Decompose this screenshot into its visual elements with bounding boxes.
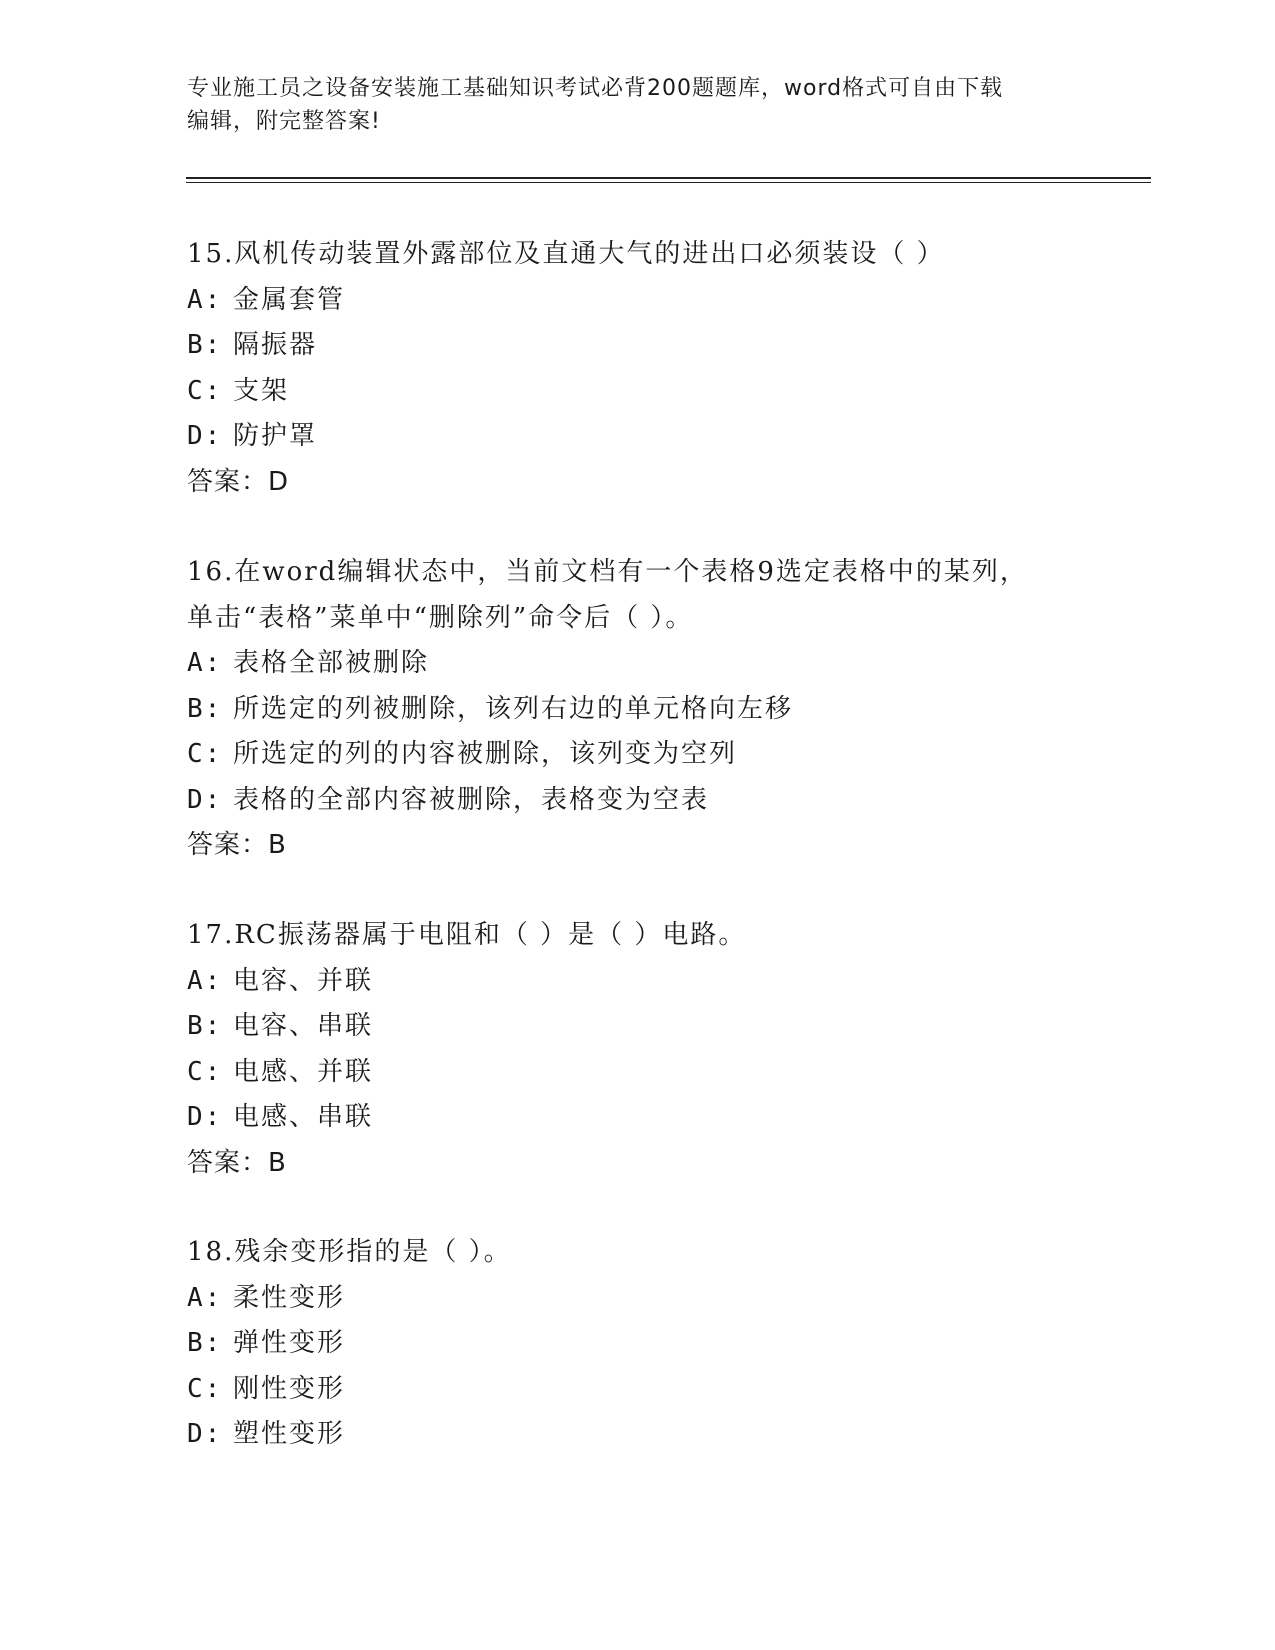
option-text: 所选定的列被删除，该列右边的单元格向左移: [233, 693, 794, 724]
option-letter: B:: [187, 1011, 223, 1041]
option-b: [187, 323, 1087, 369]
option-letter: A:: [187, 284, 223, 315]
question-stem: 15.风机传动装置外露部位及直通大气的进出口必须装设（ ）: [187, 239, 945, 269]
question-16: [187, 550, 1087, 869]
answer-line: 答案：B: [187, 830, 287, 860]
option-letter: A:: [187, 965, 223, 996]
option-text: 支架: [233, 375, 290, 406]
option-text: 电感、串联: [233, 1102, 374, 1132]
option-text: 柔性变形: [233, 1282, 346, 1313]
question-15: [187, 232, 1087, 505]
option-d: [187, 778, 1087, 824]
option-d: [187, 1095, 1087, 1141]
option-b: [187, 1004, 1087, 1050]
option-c: [187, 1367, 1087, 1413]
option-letter: A:: [187, 648, 223, 678]
option-letter: C:: [187, 1056, 223, 1087]
option-text: 金属套管: [233, 284, 346, 315]
option-letter: B:: [187, 1328, 223, 1358]
option-letter: D:: [187, 784, 223, 815]
option-text: 防护罩: [233, 421, 318, 451]
option-text: 表格全部被删除: [233, 648, 430, 678]
option-letter: D:: [187, 421, 223, 451]
option-text: 表格的全部内容被删除，表格变为空表: [233, 784, 710, 815]
option-d: [187, 414, 1087, 460]
option-letter: C:: [187, 739, 223, 769]
answer-line: 答案：B: [187, 1147, 287, 1178]
option-letter: D:: [187, 1419, 223, 1449]
option-a: [187, 1276, 1087, 1322]
question-17: [187, 913, 1087, 1186]
option-a: [187, 641, 1087, 687]
option-a: [187, 278, 1087, 324]
option-c: [187, 732, 1087, 778]
option-text: 电容、串联: [233, 1011, 374, 1041]
option-text: 电容、并联: [233, 965, 374, 996]
question-stem: 16.在word编辑状态中，当前文档有一个表格9选定表格中的某列，: [187, 557, 1028, 587]
option-letter: D:: [187, 1102, 223, 1132]
option-b: [187, 1321, 1087, 1367]
header-line-1: 专业施工员之设备安装施工基础知识考试必背200题题库，word格式可自由下载: [187, 76, 1004, 101]
question-stem: 18.残余变形指的是（ ）。: [187, 1237, 512, 1267]
option-d: [187, 1412, 1087, 1458]
option-text: 隔振器: [233, 330, 318, 360]
header-divider-thin: [186, 182, 1151, 183]
option-text: 电感、并联: [233, 1056, 374, 1087]
option-letter: B:: [187, 693, 223, 724]
answer-line: 答案：D: [187, 466, 290, 497]
header-divider: [186, 177, 1151, 179]
option-text: 弹性变形: [233, 1328, 346, 1358]
option-letter: C:: [187, 375, 223, 406]
question-stem: 17.RC振荡器属于电阻和（ ）是（ ）电路。: [187, 920, 747, 950]
option-b: [187, 687, 1087, 733]
option-text: 所选定的列的内容被删除，该列变为空列: [233, 739, 738, 769]
question-18: [187, 1230, 1087, 1458]
option-text: 刚性变形: [233, 1373, 346, 1404]
document-header: [187, 72, 1087, 138]
header-line-2: 编辑，附完整答案!: [187, 109, 381, 134]
question-stem-continued: 单击“表格”菜单中“删除列”命令后（ ）。: [187, 602, 694, 633]
option-c: [187, 1050, 1087, 1096]
option-letter: B:: [187, 330, 223, 360]
option-a: [187, 959, 1087, 1005]
option-letter: C:: [187, 1373, 223, 1404]
option-text: 塑性变形: [233, 1419, 346, 1449]
option-letter: A:: [187, 1282, 223, 1313]
option-c: [187, 369, 1087, 415]
